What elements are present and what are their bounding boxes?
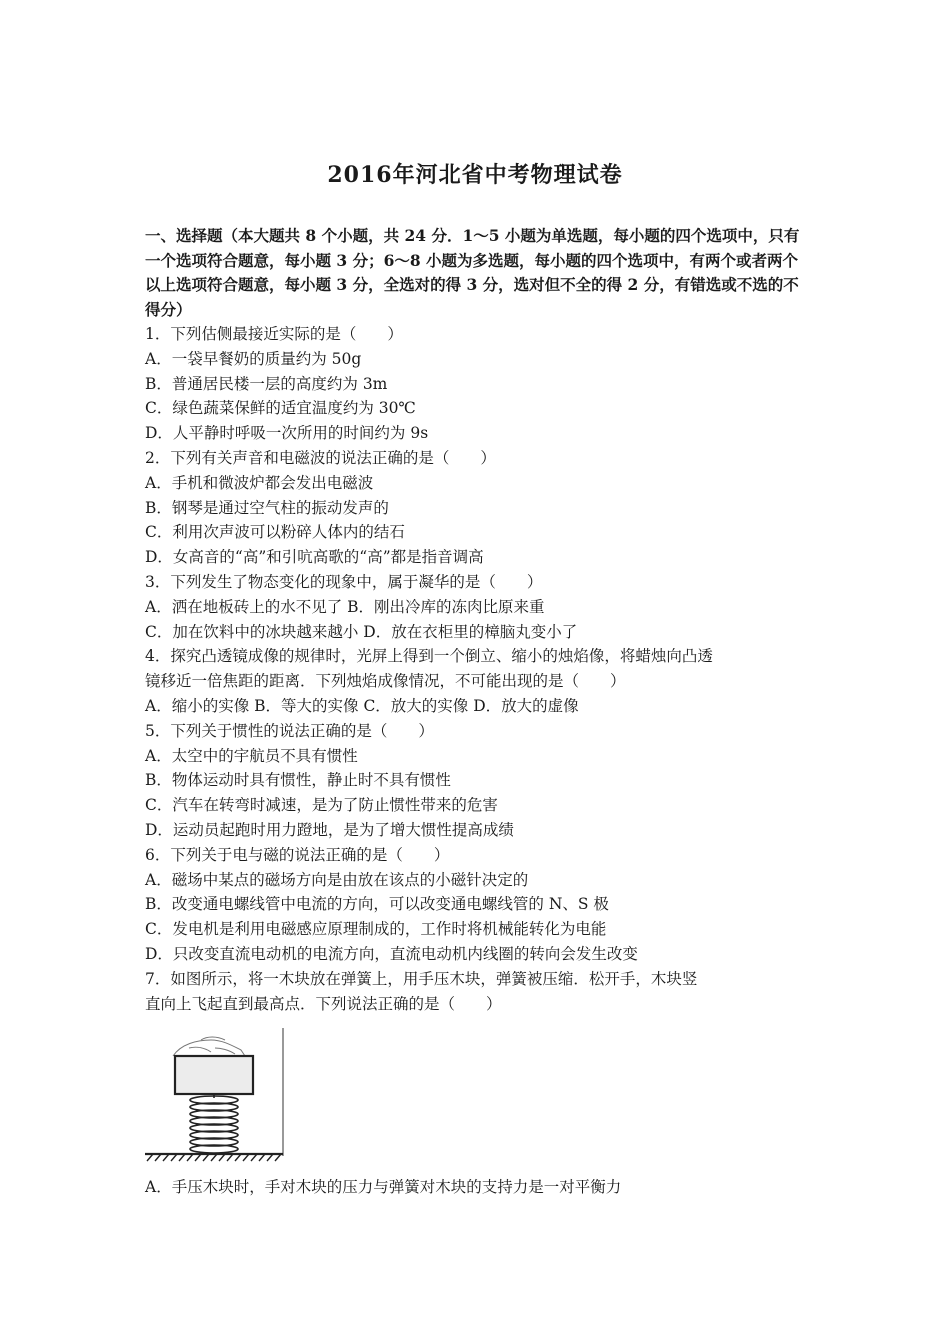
question-stem: 5．下列关于惯性的说法正确的是（ ）	[145, 721, 434, 740]
option-a: A．磁场中某点的磁场方向是由放在该点的小磁针决定的	[145, 870, 529, 889]
option-b: B．物体运动时具有惯性，静止时不具有惯性	[145, 771, 451, 790]
wooden-block	[175, 1056, 253, 1094]
question-3	[145, 570, 810, 644]
option-c: C．绿色蔬菜保鲜的适宜温度约为 30℃	[145, 399, 416, 418]
option-a: A．手压木块时，手对木块的压力与弹簧对木块的支持力是一对平衡力	[145, 1178, 622, 1197]
question-2	[145, 446, 810, 570]
option-d: D．人平静时呼吸一次所用的时间约为 9s	[145, 424, 429, 443]
option-a: A．太空中的宇航员不具有惯性	[145, 746, 358, 765]
exam-content	[145, 224, 810, 1200]
option-d: D．女高音的“高”和引吭高歌的“高”都是指音调高	[145, 548, 484, 567]
ground	[145, 1154, 283, 1161]
option-a: A．手机和微波炉都会发出电磁波	[145, 473, 374, 492]
question-5	[145, 719, 810, 843]
option-b: B．普通居民楼一层的高度约为 3m	[145, 374, 388, 393]
option-b: B．钢琴是通过空气柱的振动发声的	[145, 498, 389, 517]
question-7	[145, 967, 810, 1200]
option-d: D．只改变直流电动机的电流方向，直流电动机内线圈的转向会发生改变	[145, 944, 638, 963]
question-stem: 3．下列发生了物态变化的现象中，属于凝华的是（ ）	[145, 572, 543, 591]
options-cd: C．加在饮料中的冰块越来越小 D．放在衣柜里的樟脑丸变小了	[145, 622, 578, 641]
question-stem: 6．下列关于电与磁的说法正确的是（ ）	[145, 845, 450, 864]
options-ab: A．洒在地板砖上的水不见了 B．刚出冷库的冻肉比原来重	[145, 597, 545, 616]
spring-block-illustration	[145, 1028, 290, 1163]
option-c: C．利用次声波可以粉碎人体内的结石	[145, 523, 405, 542]
option-a: A．一袋早餐奶的质量约为 50g	[145, 349, 362, 368]
option-c: C．汽车在转弯时减速，是为了防止惯性带来的危害	[145, 796, 498, 815]
question-4	[145, 644, 810, 718]
question-stem-line-1: 4．探究凸透镜成像的规律时，光屏上得到一个倒立、缩小的烛焰像，将蜡烛向凸透	[145, 647, 713, 666]
spring	[190, 1094, 238, 1153]
question-1	[145, 322, 810, 446]
question-stem-line-2: 直向上飞起直到最高点．下列说法正确的是（ ）	[145, 994, 502, 1013]
spring-block-figure	[145, 1028, 290, 1163]
options-line: A．缩小的实像 B．等大的实像 C．放大的实像 D．放大的虚像	[145, 696, 579, 715]
section-header: 一、选择题（本大题共 8 个小题，共 24 分．1～5 小题为单选题，每小题的四个选项中，只有一个选项符合题意，每小题 3 分；6～8 小题为多选题，每小题的四个选项中，有两个或者两个以上选项符合题意，每小题 3 分，全选对的得 3 分，选对但不全的得 2 分，有错选或不选的不得分）	[145, 226, 800, 319]
question-stem-line-2: 镜移近一倍焦距的距离．下列烛焰成像情况，不可能出现的是（ ）	[145, 672, 626, 691]
question-stem-line-1: 7．如图所示，将一木块放在弹簧上，用手压木块，弹簧被压缩．松开手，木块竖	[145, 969, 698, 988]
option-b: B．改变通电螺线管中电流的方向，可以改变通电螺线管的 N、S 极	[145, 895, 609, 914]
question-6	[145, 843, 810, 967]
page-title: 2016年河北省中考物理试卷	[327, 162, 623, 188]
option-c: C．发电机是利用电磁感应原理制成的，工作时将机械能转化为电能	[145, 920, 607, 939]
question-stem: 1．下列估侧最接近实际的是（ ）	[145, 325, 403, 343]
hand-icon	[173, 1037, 245, 1056]
question-stem: 2．下列有关声音和电磁波的说法正确的是（ ）	[145, 448, 496, 467]
option-d: D．运动员起跑时用力蹬地，是为了增大惯性提高成绩	[145, 820, 514, 839]
